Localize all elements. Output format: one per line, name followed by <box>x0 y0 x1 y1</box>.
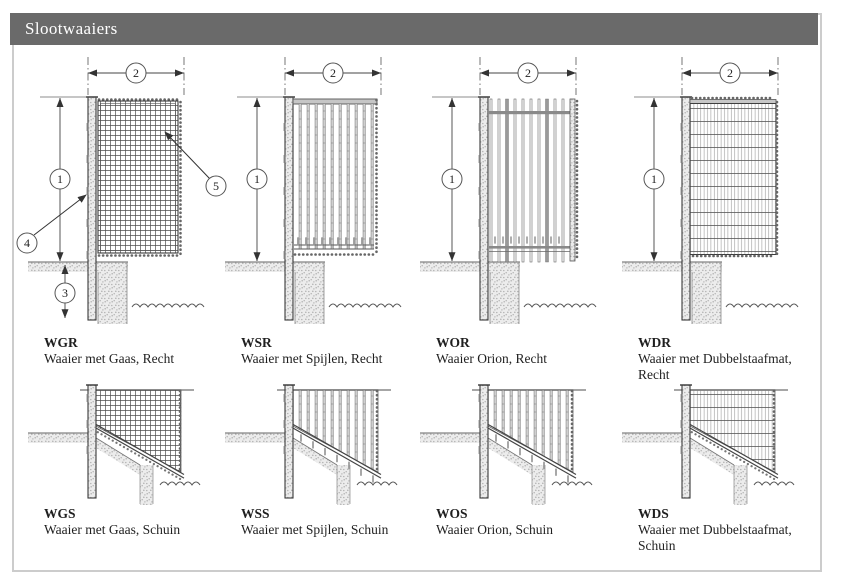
fence-diagram <box>217 55 419 333</box>
page-title: Slootwaaiers <box>25 19 118 38</box>
svg-text:4: 4 <box>24 236 30 250</box>
fence-diagram <box>614 55 816 333</box>
diagram-cell <box>217 380 419 538</box>
diagram-description: Waaier Orion, Schuin <box>436 522 554 537</box>
diagram-code: WDR <box>638 335 671 350</box>
diagram-cell <box>412 55 614 367</box>
diagram-cell <box>20 55 222 367</box>
diagram-cell <box>614 55 816 382</box>
diagram-description: Waaier met Spijlen, Schuin <box>241 522 389 537</box>
diagram-code: WSS <box>241 506 270 521</box>
diagram-description: Waaier met Dubbelstaafmat, Recht <box>638 351 792 382</box>
svg-text:2: 2 <box>330 66 336 80</box>
diagram-code: WGR <box>44 335 78 350</box>
header-bar <box>10 13 818 45</box>
fence-diagram <box>20 380 222 504</box>
diagram-cell <box>20 380 222 538</box>
diagram-description: Waaier met Gaas, Schuin <box>44 522 181 537</box>
diagram-description: Waaier met Gaas, Recht <box>44 351 175 366</box>
fence-diagram <box>217 380 419 504</box>
diagram-code: WSR <box>241 335 272 350</box>
fence-diagram <box>412 380 614 504</box>
fence-diagram <box>614 380 816 504</box>
svg-text:3: 3 <box>62 286 68 300</box>
diagram-code: WDS <box>638 506 669 521</box>
diagram-code: WOR <box>436 335 470 350</box>
diagram-description: Waaier met Dubbelstaafmat, Schuin <box>638 522 792 553</box>
svg-text:1: 1 <box>651 172 657 186</box>
svg-text:1: 1 <box>449 172 455 186</box>
diagram-cell <box>614 380 816 553</box>
diagram-code: WOS <box>436 506 468 521</box>
svg-text:5: 5 <box>213 179 219 193</box>
diagram-code: WGS <box>44 506 76 521</box>
diagram-description: Waaier Orion, Recht <box>436 351 547 366</box>
diagram-cell <box>412 380 614 538</box>
svg-text:2: 2 <box>727 66 733 80</box>
svg-text:2: 2 <box>525 66 531 80</box>
svg-text:1: 1 <box>254 172 260 186</box>
svg-text:2: 2 <box>133 66 139 80</box>
svg-text:1: 1 <box>57 172 63 186</box>
fence-diagram <box>412 55 614 333</box>
diagram-description: Waaier met Spijlen, Recht <box>241 351 383 366</box>
fence-diagram <box>20 55 222 333</box>
diagram-cell <box>217 55 419 367</box>
